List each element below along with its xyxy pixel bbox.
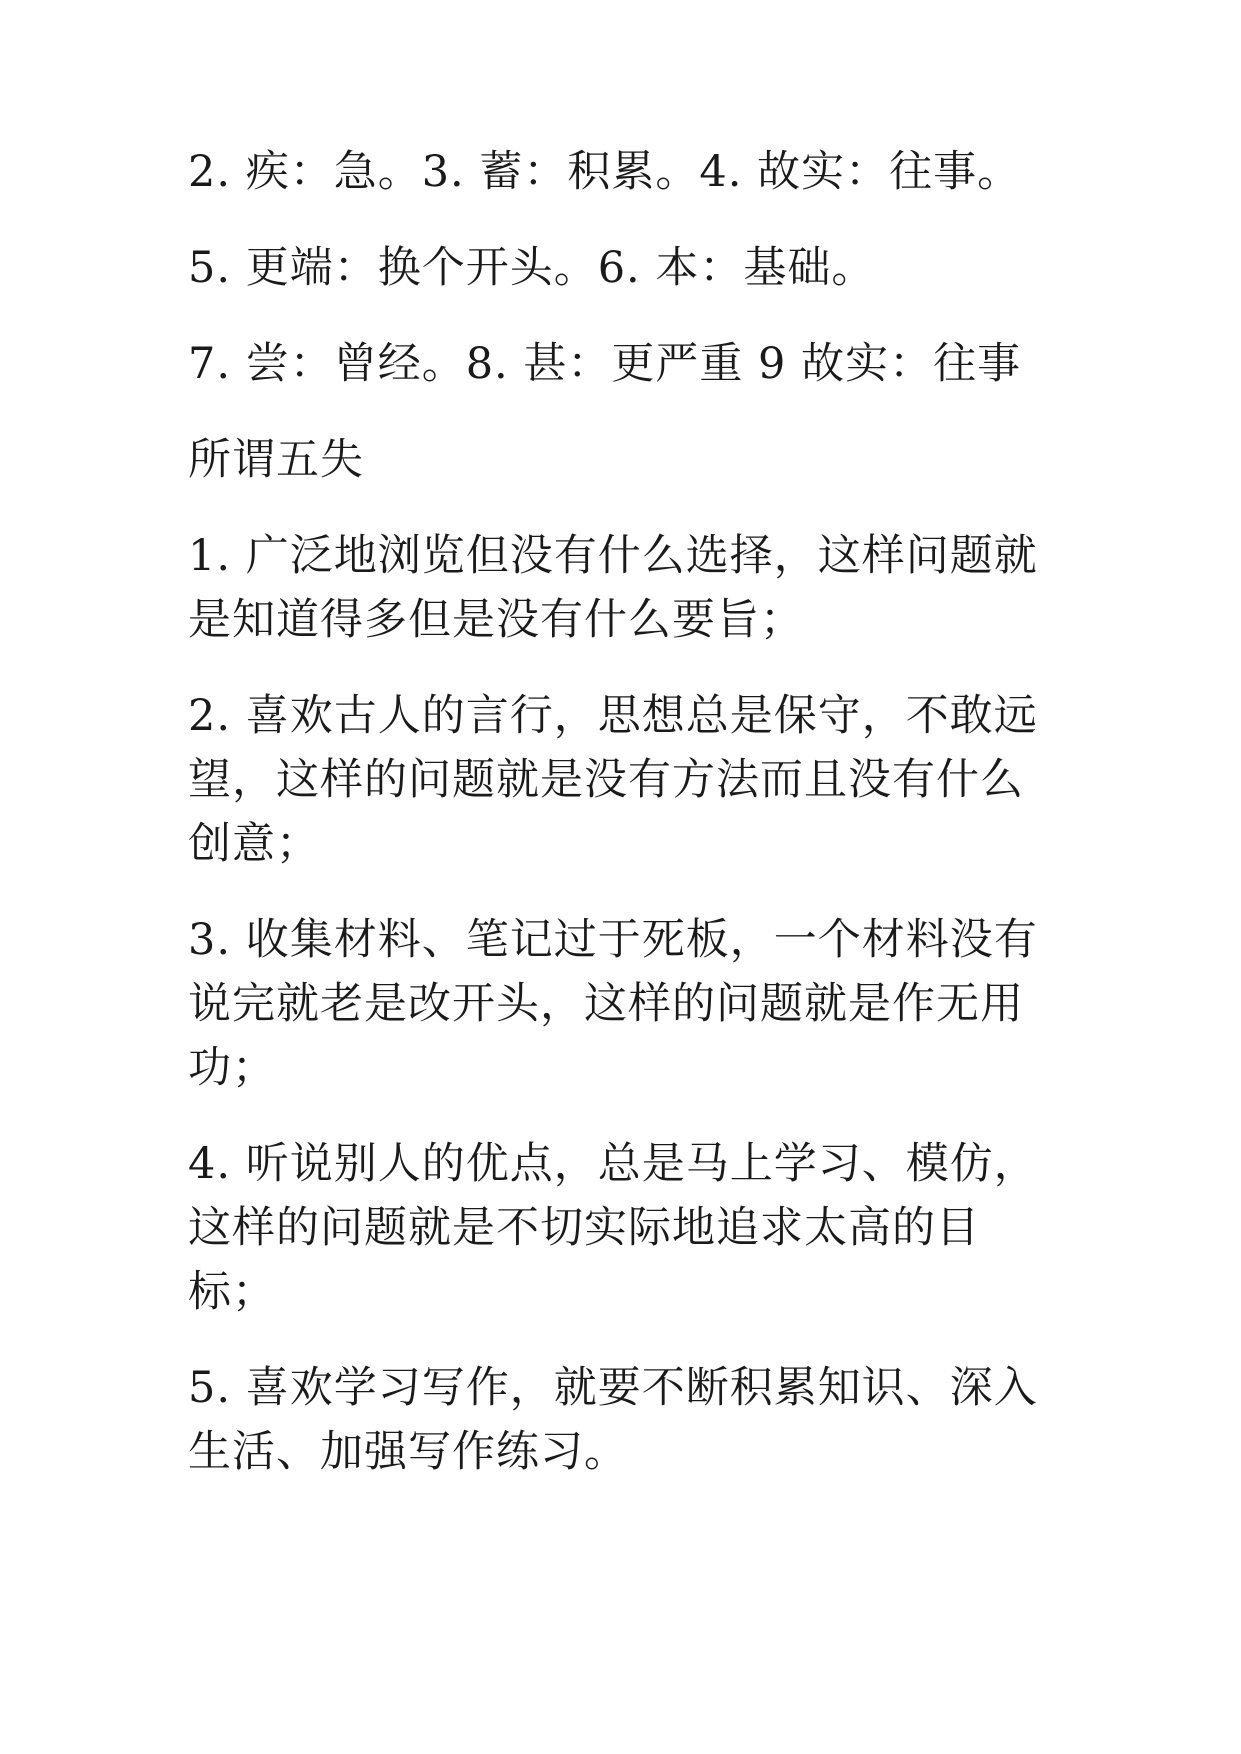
list-item-4: 4. 听说别人的优点，总是马上学习、模仿，这样的问题就是不切实际地追求太高的目标； xyxy=(188,1139,1038,1317)
document-page xyxy=(188,140,1058,1516)
gloss-line-2: 5. 更端：换个开头。6. 本：基础。 xyxy=(188,243,876,293)
gloss-line-3: 7. 尝：曾经。8. 甚：更严重 9 故实：往事 xyxy=(188,339,1022,389)
gloss-line-1: 2. 疾：急。3. 蓄：积累。4. 故实：往事。 xyxy=(188,147,1022,197)
list-item-3: 3. 收集材料、笔记过于死板，一个材料没有说完就老是改开头，这样的问题就是作无用功； xyxy=(188,915,1038,1093)
list-item-2: 2. 喜欢古人的言行，思想总是保守，不敢远望，这样的问题就是没有方法而且没有什么创意； xyxy=(188,691,1038,869)
section-heading: 所谓五失 xyxy=(188,435,364,485)
list-item-1: 1. 广泛地浏览但没有什么选择，这样问题就是知道得多但是没有什么要旨； xyxy=(188,531,1038,645)
list-item-5: 5. 喜欢学习写作，就要不断积累知识、深入生活、加强写作练习。 xyxy=(188,1363,1038,1477)
